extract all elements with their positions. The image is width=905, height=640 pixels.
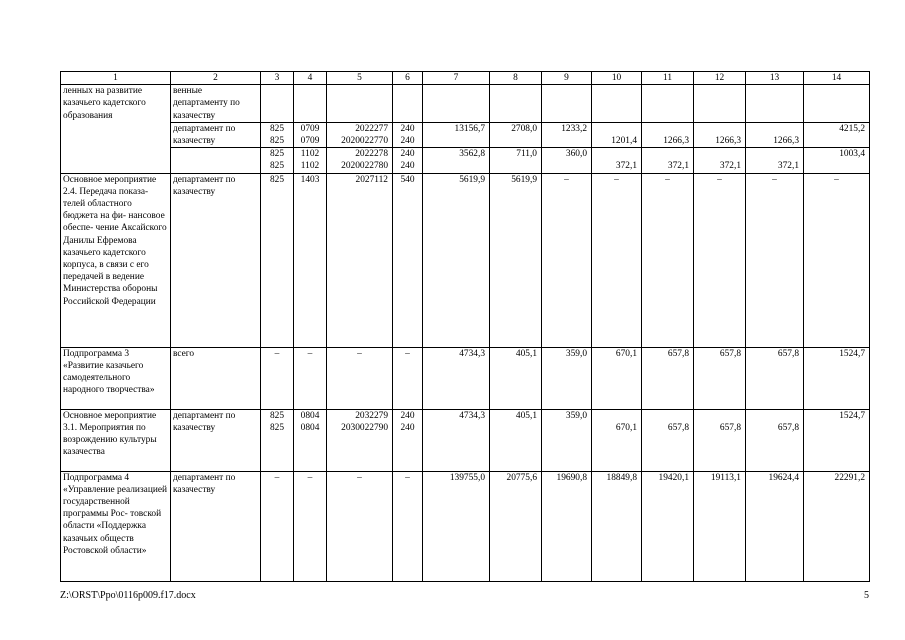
cell-c10: 1201,4 [592, 122, 642, 147]
cell-c7: 13156,7 [423, 122, 490, 147]
cell-c4: 0804 0804 [294, 409, 327, 471]
cell-c5: – [327, 347, 393, 409]
program-name: Подпрограмма 3 «Развитие казачьего самодеятельного народного творчества» [61, 347, 171, 409]
program-name: Основное мероприятие 2.4. Передача показа- телей областного бюджета на фи- нансовое обеспе- чение Аксайского Данилы Ефремова казачьего кадетского корпуса, в связи с его передачей в ведение Министерства обороны Российской Федерации [61, 173, 171, 347]
cell-c13: – [746, 173, 804, 347]
cell-c8: 405,1 [490, 347, 542, 409]
cell-c4: 1403 [294, 173, 327, 347]
cell-c9: 359,0 [542, 347, 592, 409]
cell-c4: – [294, 471, 327, 581]
cell-c10: 670,1 [592, 409, 642, 471]
cell-c9: 19690,8 [542, 471, 592, 581]
cell-c6: 240 240 [393, 409, 423, 471]
cell-c3: – [261, 347, 294, 409]
table-row [61, 85, 870, 123]
cell-c3: – [261, 471, 294, 581]
cell-c8: 20775,6 [490, 471, 542, 581]
cell-c14: 1524,7 [804, 409, 870, 471]
executor: департамент по казачеству [171, 409, 261, 471]
header-cell: 14 [804, 72, 870, 85]
table-row [61, 122, 870, 147]
cell-c5: 2022278 2020022780 [327, 148, 393, 173]
cell-c8: 2708,0 [490, 122, 542, 147]
executor: департамент по казачеству [171, 173, 261, 347]
cell-c9: 359,0 [542, 409, 592, 471]
cell-c12: 1266,3 [694, 122, 746, 147]
cell-c5: 2027112 [327, 173, 393, 347]
cell-c3: 825 825 [261, 122, 294, 147]
footer-file-path: Z:\ORST\Ppo\0116p009.f17.docx [60, 590, 196, 601]
cell-c14: 1524,7 [804, 347, 870, 409]
cell-c12: 657,8 [694, 347, 746, 409]
cell-c11: 657,8 [642, 409, 694, 471]
header-cell: 1 [61, 72, 171, 85]
header-cell: 7 [423, 72, 490, 85]
cell-c8: 405,1 [490, 409, 542, 471]
executor: всего [171, 347, 261, 409]
table-row [61, 173, 870, 347]
cell-c14: 4215,2 [804, 122, 870, 147]
cell-c13: 657,8 [746, 409, 804, 471]
executor: департамент по казачеству [171, 122, 261, 147]
header-cell: 12 [694, 72, 746, 85]
header-cell: 11 [642, 72, 694, 85]
executor: департамент по казачеству [171, 471, 261, 581]
cell-c12: 657,8 [694, 409, 746, 471]
budget-table [60, 71, 870, 582]
table-row [61, 471, 870, 581]
cell-c6: – [393, 347, 423, 409]
cell-c11: 1266,3 [642, 122, 694, 147]
header-cell: 6 [393, 72, 423, 85]
cell-c5: – [327, 471, 393, 581]
cell-c8: 5619,9 [490, 173, 542, 347]
table-row [61, 148, 870, 173]
cell-c14: – [804, 173, 870, 347]
header-cell: 9 [542, 72, 592, 85]
cell-c10: 372,1 [592, 148, 642, 173]
header-cell: 8 [490, 72, 542, 85]
cell-c11: 372,1 [642, 148, 694, 173]
executor: венные департаменту по казачеству [171, 85, 261, 123]
table-row [61, 409, 870, 471]
cell-c7: 139755,0 [423, 471, 490, 581]
footer-page-number: 5 [864, 590, 869, 601]
table-row [61, 347, 870, 409]
header-cell: 5 [327, 72, 393, 85]
cell-c7: 3562,8 [423, 148, 490, 173]
cell-c3: 825 [261, 173, 294, 347]
cell-c7: 4734,3 [423, 409, 490, 471]
cell-c14: 22291,2 [804, 471, 870, 581]
cell-c8: 711,0 [490, 148, 542, 173]
header-row [61, 72, 870, 85]
cell-c12: – [694, 173, 746, 347]
cell-c11: 657,8 [642, 347, 694, 409]
cell-c9: 1233,2 [542, 122, 592, 147]
cell-c12: 372,1 [694, 148, 746, 173]
header-cell: 2 [171, 72, 261, 85]
cell-c11: – [642, 173, 694, 347]
program-name: ленных на развитие казачьего кадетского образования [61, 85, 171, 173]
cell-c10: – [592, 173, 642, 347]
cell-c9: – [542, 173, 592, 347]
cell-c6: – [393, 471, 423, 581]
header-cell: 4 [294, 72, 327, 85]
cell-c3: 825 825 [261, 409, 294, 471]
program-name: Основное мероприятие 3.1. Мероприятия по возрождению культуры казачества [61, 409, 171, 471]
cell-c6: 240 240 [393, 148, 423, 173]
header-cell: 10 [592, 72, 642, 85]
cell-c4: 0709 0709 [294, 122, 327, 147]
cell-c4: – [294, 347, 327, 409]
program-name: Подпрограмма 4 «Управление реализацией государственной программы Рос- товской области «Поддержка казачьих обществ Ростовской области» [61, 471, 171, 581]
cell-c6: 240 240 [393, 122, 423, 147]
header-cell: 13 [746, 72, 804, 85]
cell-c6: 540 [393, 173, 423, 347]
cell-c11: 19420,1 [642, 471, 694, 581]
cell-c4: 1102 1102 [294, 148, 327, 173]
cell-c13: 657,8 [746, 347, 804, 409]
header-cell: 3 [261, 72, 294, 85]
cell-c10: 670,1 [592, 347, 642, 409]
cell-c9: 360,0 [542, 148, 592, 173]
cell-c7: 5619,9 [423, 173, 490, 347]
cell-c5: 2022277 2020022770 [327, 122, 393, 147]
cell-c13: 372,1 [746, 148, 804, 173]
cell-c3: 825 825 [261, 148, 294, 173]
cell-c7: 4734,3 [423, 347, 490, 409]
cell-c13: 19624,4 [746, 471, 804, 581]
cell-c14: 1003,4 [804, 148, 870, 173]
cell-c10: 18849,8 [592, 471, 642, 581]
cell-c13: 1266,3 [746, 122, 804, 147]
cell-c12: 19113,1 [694, 471, 746, 581]
cell-c5: 2032279 2030022790 [327, 409, 393, 471]
